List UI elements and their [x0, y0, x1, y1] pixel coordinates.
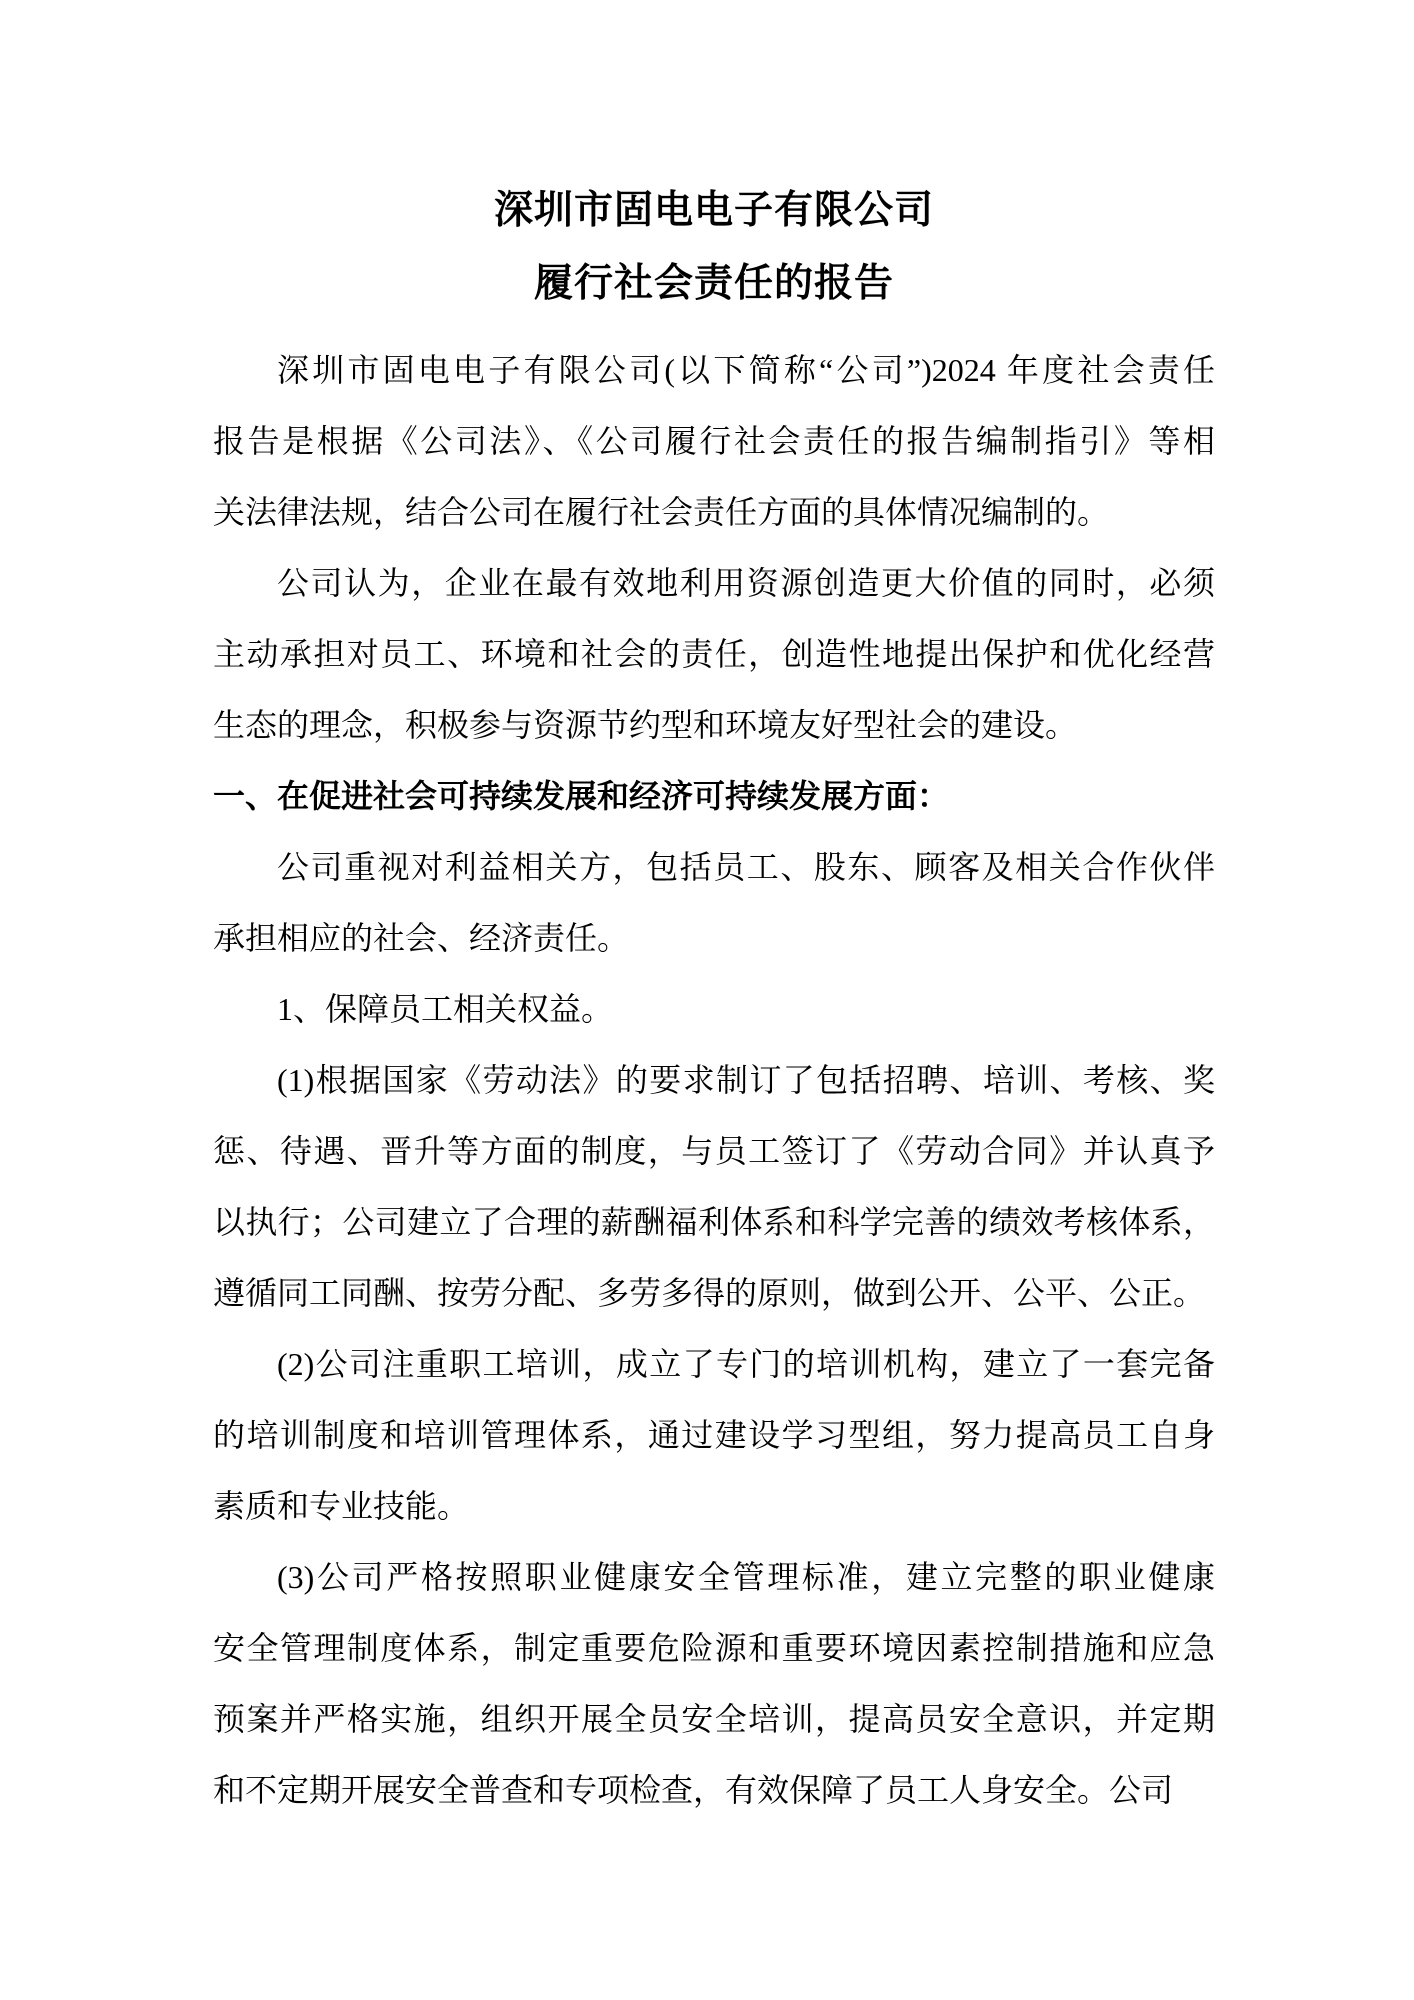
text-line: 深圳市固电电子有限公司(以下简称“公司”)2024 年度社会责任	[277, 352, 1215, 388]
text-line: 生态的理念，积极参与资源节约型和环境友好型社会的建设。	[213, 707, 1078, 743]
text-line: 遵循同工同酬、按劳分配、多劳多得的原则，做到公开、公平、公正。	[213, 1275, 1206, 1311]
text-line: 素质和专业技能。	[213, 1488, 470, 1524]
text-line: 承担相应的社会、经济责任。	[213, 920, 630, 956]
text-line: 预案并严格实施，组织开展全员安全培训，提高员安全意识，并定期	[213, 1701, 1215, 1737]
text-line: (1)根据国家《劳动法》的要求制订了包括招聘、培训、考核、奖	[277, 1062, 1215, 1098]
text-line: 的培训制度和培训管理体系，通过建设学习型组，努力提高员工自身	[213, 1417, 1215, 1453]
document-title: 深圳市固电电子有限公司	[493, 189, 934, 232]
text-line: 报告是根据《公司法》、《公司履行社会责任的报告编制指引》等相	[213, 423, 1215, 459]
document-header	[213, 174, 1215, 320]
text-line: 公司认为，企业在最有效地利用资源创造更大价值的同时，必须	[277, 565, 1215, 601]
text-line: (2)公司注重职工培训，成立了专门的培训机构，建立了一套完备	[277, 1346, 1215, 1382]
text-line: 安全管理制度体系，制定重要危险源和重要环境因素控制措施和应急	[213, 1630, 1215, 1666]
text-line: 和不定期开展安全普查和专项检查，有效保障了员工人身安全。公司	[213, 1772, 1174, 1808]
text-line: 1、保障员工相关权益。	[277, 991, 614, 1027]
text-line: (3)公司严格按照职业健康安全管理标准，建立完整的职业健康	[277, 1559, 1215, 1595]
text-line: 惩、待遇、晋升等方面的制度，与员工签订了《劳动合同》并认真予	[213, 1133, 1215, 1169]
text-line: 主动承担对员工、环境和社会的责任，创造性地提出保护和优化经营	[213, 636, 1215, 672]
document-body	[213, 335, 1215, 1826]
section-heading: 一、在促进社会可持续发展和经济可持续发展方面：	[213, 778, 950, 814]
text-line: 关法律法规，结合公司在履行社会责任方面的具体情况编制的。	[213, 494, 1110, 530]
text-line: 公司重视对利益相关方，包括员工、股东、顾客及相关合作伙伴	[277, 849, 1215, 885]
document-subtitle: 履行社会责任的报告	[533, 262, 894, 305]
text-line: 以执行；公司建立了合理的薪酬福利体系和科学完善的绩效考核体系，	[213, 1204, 1215, 1240]
